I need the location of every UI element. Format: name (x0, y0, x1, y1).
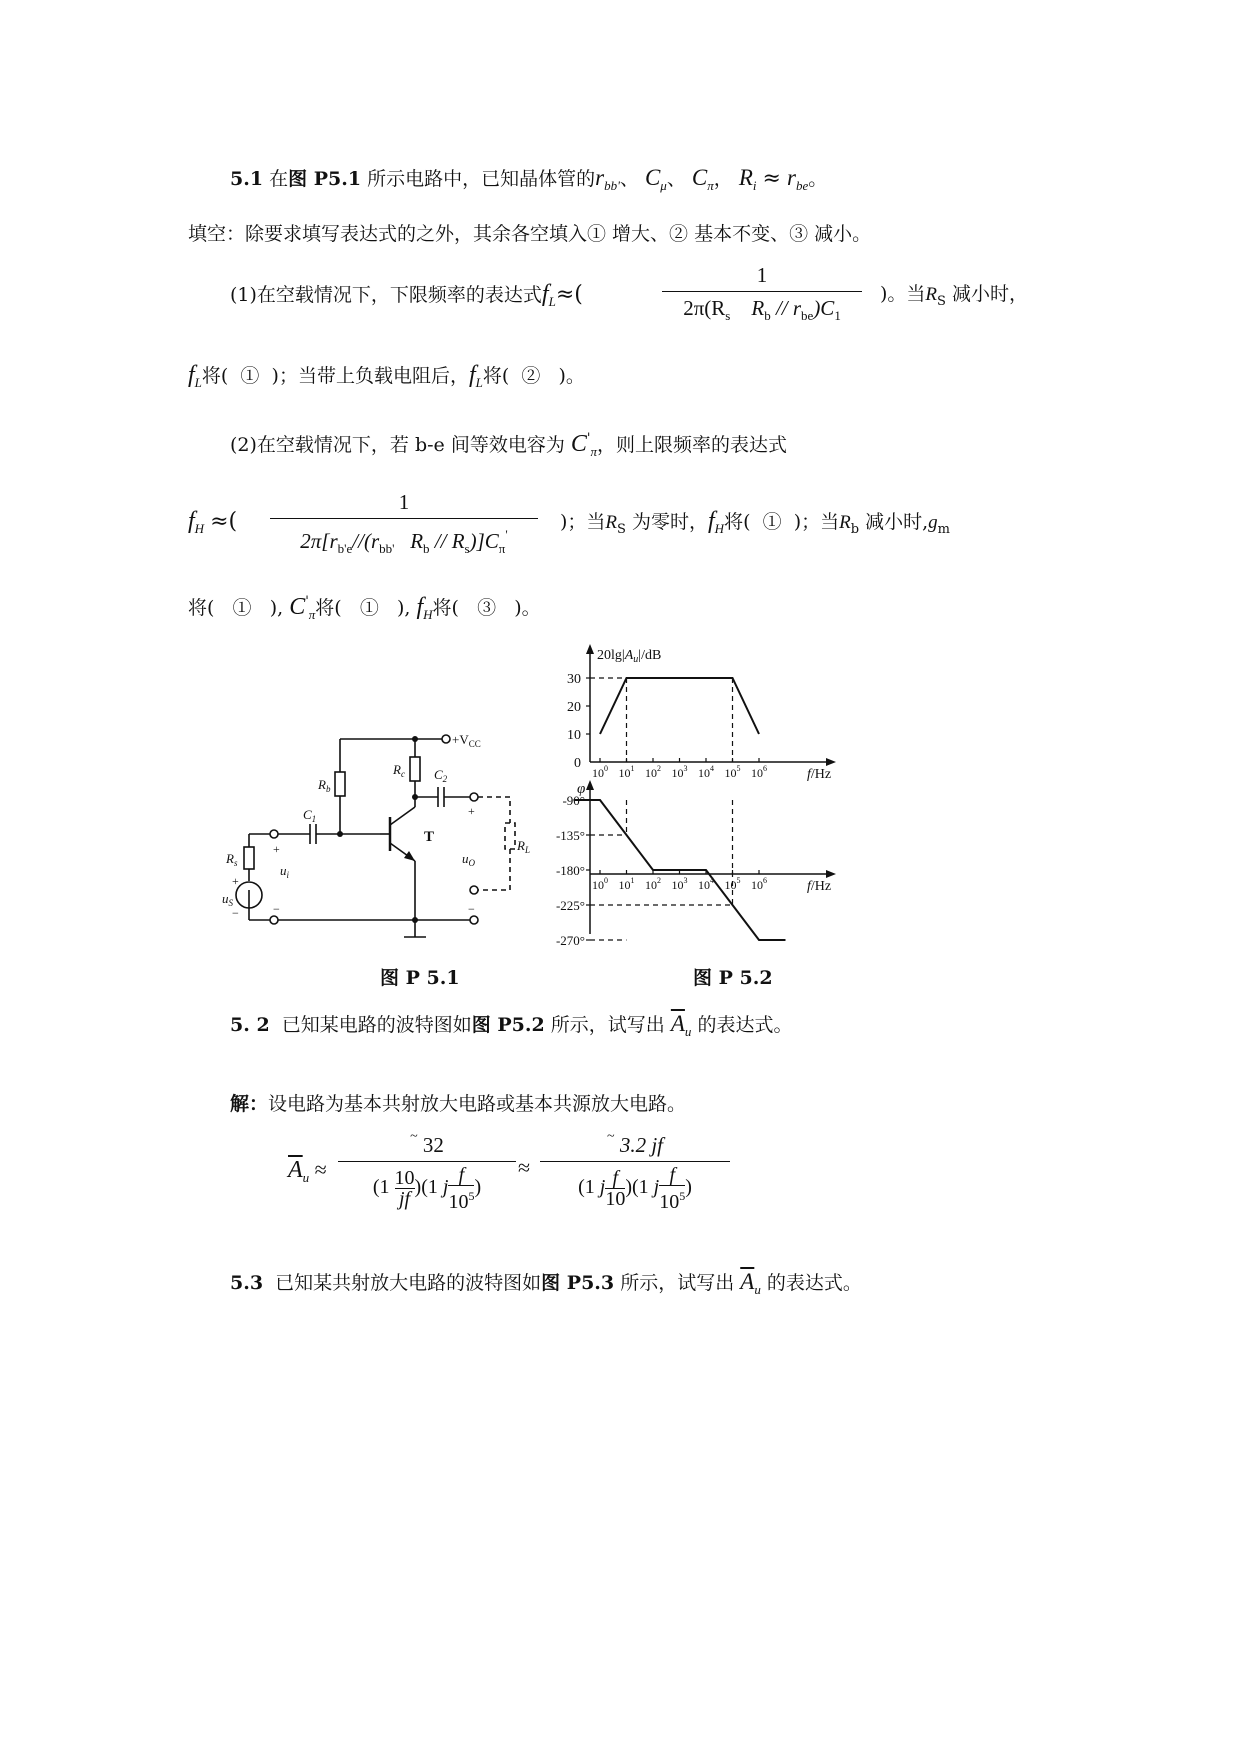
text: 将( (315, 597, 342, 619)
symbol-cpi-prime: C (289, 594, 306, 620)
text: 将( (201, 365, 229, 387)
phase-curve (574, 800, 786, 940)
denominator (662, 295, 862, 329)
text: )；当 (793, 511, 840, 533)
subscript: π (308, 607, 316, 622)
phase-axis-label: φ (577, 781, 586, 797)
plus-source: + (232, 874, 239, 888)
tilde: ~ (410, 1129, 418, 1144)
symbol-fh: f (188, 508, 195, 534)
solution-lhs (288, 1158, 327, 1190)
mag-x-tick-label: $10^3$ (671, 764, 688, 780)
phase-y-arrow (586, 780, 594, 790)
subscript: u (684, 1024, 692, 1039)
symbol-rs: R (605, 512, 618, 533)
symbol-rbe: r (787, 165, 796, 190)
text: 所示，试写出 (550, 1014, 665, 1036)
inner-num: f (669, 1164, 675, 1186)
label-uo: $u_O$ (462, 851, 475, 868)
inner-frac (605, 1168, 625, 1209)
answer: ① (240, 365, 260, 387)
bode-plot-p5-2 (545, 640, 855, 960)
caption-fig-p5-2: 图 P 5.2 (693, 967, 773, 989)
approx: ≈ (762, 166, 781, 191)
magnitude-curve (600, 678, 759, 734)
den-part: )(1 (414, 1176, 438, 1199)
label-c1: $C_1$ (303, 807, 317, 824)
text: ), (269, 597, 284, 619)
solution-line (230, 1092, 686, 1116)
text: 所示，试写出 (620, 1272, 735, 1294)
phase-x-tick-label: $10^3$ (671, 876, 688, 892)
caption-fig-p5-1: 图 P 5.1 (380, 967, 460, 989)
mag-x-arrow (826, 758, 836, 766)
phase-y-tick-label: -90° (562, 793, 585, 808)
base: 10 (448, 1191, 469, 1213)
den-sub: s (725, 308, 731, 323)
mag-x-tick-label: $10^0$ (592, 764, 608, 780)
text: 的表达式。 (766, 1272, 862, 1294)
den-part: 2π[r (300, 529, 338, 553)
symbol-fl: f (468, 362, 476, 388)
symbol-fl: f (188, 362, 195, 388)
den-sub: b (423, 541, 430, 556)
subscript: i (752, 178, 757, 193)
subscript: S (617, 522, 626, 537)
den-part: // r (775, 296, 802, 320)
solution-fraction-2 (540, 1124, 730, 1212)
numerator (338, 1124, 516, 1158)
inner-frac (448, 1165, 474, 1212)
subscript: π (707, 178, 714, 193)
label-c2: $C_2$ (434, 767, 448, 784)
symbol-ri: R (738, 165, 753, 190)
text: )。 (514, 597, 541, 619)
den-part: (1 (372, 1176, 390, 1199)
sep: 、 (619, 168, 639, 190)
phase-y-tick-label: -270° (555, 933, 585, 948)
label-rb: $R_b$ (318, 777, 331, 794)
phase-x-tick-label: $10^2$ (645, 876, 661, 892)
subscript: u (302, 1170, 310, 1185)
den-part: R (410, 529, 424, 553)
figure-ref: 图 P5.2 (471, 1014, 545, 1036)
solution-fraction-1 (338, 1124, 516, 1212)
q2-fraction (270, 489, 538, 562)
text: (1)在空载情况下，下限频率的表达式 (230, 284, 542, 306)
subscript: L (548, 294, 556, 309)
phase-f-label: f/Hz (807, 879, 832, 894)
text: 已知某共射放大电路的波特图如 (275, 1272, 542, 1294)
problem-5-1-line (230, 166, 827, 198)
text: 减小时， (951, 283, 1028, 305)
text: )。当 (880, 283, 926, 305)
phase-x-tick-label: $10^6$ (751, 876, 767, 892)
q1-line1-tail (880, 282, 1028, 314)
text: 将( (482, 365, 510, 387)
q2-line3 (188, 590, 541, 627)
phase-y-tick-label: -135° (555, 828, 585, 843)
den-part: )C (813, 296, 835, 320)
q1-line1 (230, 282, 583, 314)
solution-text: 设电路为基本共射放大电路或基本共源放大电路。 (268, 1093, 687, 1115)
figure-ref: 图 P5.3 (541, 1272, 615, 1294)
inner-den (448, 1185, 474, 1212)
fraction-bar (338, 1161, 516, 1162)
subscript: H (423, 607, 433, 622)
subscript: μ (660, 178, 667, 193)
mag-y-tick-label: 30 (567, 672, 581, 687)
inner-frac (395, 1168, 415, 1209)
plus-output: + (468, 804, 475, 818)
mag-y-tick-label: 10 (567, 728, 581, 743)
inner-den (659, 1185, 685, 1212)
symbol-rs: R (925, 284, 938, 305)
text: (2)在空载情况下，若 b-e 间等效电容为 (230, 434, 565, 456)
text: )；当 (560, 511, 606, 533)
inner-num: 10 (394, 1167, 415, 1189)
q2-fh-lead (188, 509, 237, 541)
numerator (540, 1124, 730, 1158)
mag-axis-label: $20\lg|A_u|/dB$ (597, 648, 662, 665)
phase-x-tick-label: $10^4$ (698, 876, 714, 892)
text: 为零时， (631, 511, 708, 533)
den-part: j (599, 1176, 606, 1199)
text: 将( (188, 597, 215, 619)
num-value: 3.2 jf (619, 1133, 663, 1157)
answer: ① (359, 597, 379, 619)
problem-5-2-line (230, 1012, 792, 1044)
subscript: bb' (604, 178, 620, 193)
den-part: 2π(R (683, 296, 726, 320)
den-part: ) (685, 1176, 692, 1199)
text: 将( (724, 511, 751, 533)
fraction-bar (540, 1161, 730, 1162)
symbol-gm: g (928, 512, 938, 533)
problem-5-3-line (230, 1270, 862, 1302)
symbol-cmu: C (644, 165, 661, 190)
approx-open: ≈( (555, 282, 583, 307)
phase-x-tick-label: $10^0$ (592, 876, 608, 892)
approx-open: ≈( (210, 509, 238, 534)
symbol-rb: R (839, 512, 851, 533)
den-part: ) (474, 1176, 482, 1199)
subscript: H (714, 521, 725, 536)
subscript: H (194, 521, 205, 536)
symbol-rbb: r (595, 165, 605, 190)
symbol-fh: f (416, 594, 424, 620)
mag-y-tick-label: 20 (567, 700, 581, 715)
phase-x-tick-label: $10^1$ (618, 876, 635, 892)
den-sub: bb' (379, 541, 395, 556)
label-vcc: $+V_{CC}$ (452, 732, 481, 749)
symbol-fh: f (708, 508, 715, 534)
minus-output: − (468, 902, 475, 916)
subscript: u (754, 1282, 761, 1297)
inner-den: jf (395, 1188, 415, 1209)
den-part: (1 (578, 1176, 595, 1199)
den-sub: b'e (337, 541, 353, 556)
denominator (540, 1165, 730, 1212)
solution-label: 解： (230, 1093, 269, 1115)
sep: 、 (666, 168, 686, 190)
plus-input: + (273, 842, 280, 856)
inner-den: 10 (605, 1188, 626, 1210)
numerator: 1 (756, 263, 768, 287)
answer: ① (232, 597, 252, 619)
den-sub: 1 (834, 308, 841, 323)
subscript: m (937, 522, 950, 537)
base: 10 (659, 1191, 680, 1213)
text: )；当带上负载电阻后， (271, 365, 469, 387)
mag-x-tick-label: $10^2$ (645, 764, 661, 780)
inner-num: f (612, 1167, 619, 1189)
approx-2: ≈ (518, 1155, 531, 1180)
label-rl: $R_L$ (517, 838, 530, 855)
den-sup: ' (505, 527, 508, 542)
text: 。 (808, 168, 828, 190)
den-part: R (751, 296, 765, 320)
answer: ② (521, 365, 541, 387)
denominator (338, 1165, 516, 1212)
numerator: 1 (398, 490, 410, 514)
subscript: be (795, 178, 809, 193)
subscript: b (850, 522, 860, 537)
phase-x-arrow (826, 870, 836, 878)
symbol-au: $\overline{A}$ (740, 1269, 755, 1294)
symbol-au: $\overline{A}$ (670, 1011, 685, 1036)
mag-x-tick-label: $10^5$ (724, 764, 741, 780)
mag-f-label: f/Hz (807, 767, 832, 782)
den-part: )]C (469, 529, 499, 553)
text: 已知某电路的波特图如 (281, 1014, 472, 1036)
den-sub: s (464, 541, 470, 556)
den-sub: be (801, 308, 814, 323)
figure-ref: 图 P5.1 (288, 168, 362, 190)
symbol-fl: f (541, 281, 549, 307)
tilde: ~ (607, 1129, 615, 1144)
q2-line2-tail (560, 509, 950, 542)
text: 减小时, (865, 511, 929, 533)
text: )。 (558, 365, 585, 387)
den-sub: π (498, 541, 506, 556)
approx: ≈ (314, 1157, 327, 1182)
symbol-cpi-prime: C (570, 431, 587, 457)
exp: 5 (679, 1189, 686, 1203)
text: 的表达式。 (697, 1014, 793, 1036)
subscript: L (194, 375, 202, 390)
minus-input: − (273, 902, 280, 916)
den-part: j (653, 1176, 660, 1199)
num-value: 32 (422, 1133, 444, 1157)
mag-x-tick-label: $10^1$ (618, 764, 635, 780)
problem-number: 5.3 (230, 1272, 264, 1294)
problem-number: 5.1 (230, 168, 264, 190)
label-t: T (424, 829, 435, 845)
subscript: L (475, 375, 483, 390)
symbol-au: $\overline{A}$ (288, 1157, 303, 1183)
mag-x-tick-label: $10^4$ (698, 764, 714, 780)
text: 将( (432, 597, 459, 619)
phase-y-tick-label: -180° (555, 863, 585, 878)
answer: ① (762, 511, 782, 533)
exp: 5 (468, 1189, 475, 1203)
q2-line1 (230, 427, 787, 464)
den-sub: b (764, 308, 771, 323)
label-rc: $R_c$ (393, 762, 405, 779)
den-part: //(r (352, 529, 380, 553)
inner-frac (659, 1165, 685, 1212)
label-ui: $u_i$ (280, 863, 290, 880)
superscript: ' (305, 594, 309, 609)
den-part: j (442, 1176, 449, 1199)
circuit-diagram-p5-1 (210, 725, 540, 970)
mag-x-tick-label: $10^6$ (751, 764, 767, 780)
den-part: )(1 (625, 1176, 649, 1199)
mag-y-arrow (586, 644, 594, 654)
text: ，则上限频率的表达式 (596, 434, 787, 456)
phase-y-tick-label: -225° (555, 898, 585, 913)
inner-num: f (458, 1164, 465, 1186)
emitter-arrow (404, 851, 415, 861)
fill-intro: 填空：除要求填写表达式的之外，其余各空填入① 增大、② 基本不变、③ 减小。 (188, 223, 872, 245)
symbol-cpi: C (691, 165, 708, 190)
problem-number: 5. 2 (230, 1014, 270, 1036)
answer: ③ (477, 597, 497, 619)
text: ), (396, 597, 411, 619)
label-rs: $R_s$ (226, 851, 238, 868)
fraction-bar (662, 291, 862, 292)
den-part: // R (434, 529, 465, 553)
fraction-bar (270, 518, 538, 519)
phase-x-tick-label: $10^5$ (724, 876, 741, 892)
sep: ， (713, 168, 733, 190)
q1-fraction (662, 262, 862, 329)
text: 所示电路中，已知晶体管的 (367, 168, 596, 190)
label-us: $u_S$ (222, 891, 233, 908)
q1-line2 (188, 363, 585, 395)
minus-source: − (232, 906, 239, 920)
subscript: π (590, 444, 597, 459)
mag-y-tick-label: 0 (574, 756, 581, 771)
superscript: ' (586, 431, 591, 446)
text: 在 (269, 168, 289, 190)
denominator (270, 522, 538, 562)
subscript: S (937, 294, 946, 309)
